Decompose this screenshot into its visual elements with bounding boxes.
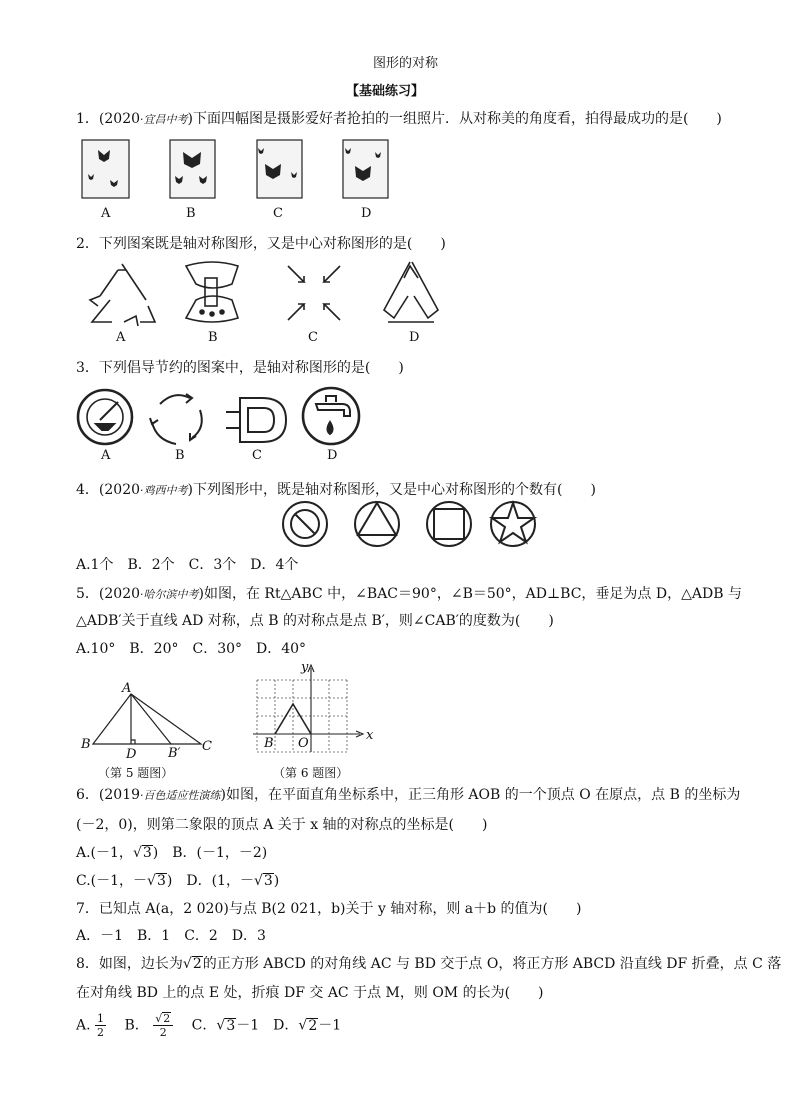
question-3: 3．下列倡导节约的图案中，是轴对称图形的是( ) — [76, 360, 404, 376]
q7-options: A．－1 B．1 C．2 D．3 — [76, 928, 266, 944]
q8-options: A. $\frac{1}{2}$ B． $\frac{√2}{2}$ C．√3－1 D．√2－1 — [76, 1012, 342, 1040]
q2-label-c: C — [308, 330, 318, 345]
q5-fig-label-d: D — [126, 747, 137, 762]
question-6-line-1: 6．(2019·百色适应性演练)如图，在平面直角坐标系中，正三角形 AOB 的一个顶点 O 在原点，点 B 的坐标为 — [76, 787, 741, 803]
q5-caption: （第 5 题图） — [98, 766, 174, 780]
q6-fig-label-x: x — [366, 728, 374, 743]
q1-label-c: C — [273, 206, 283, 221]
q6-fig-label-y: y — [301, 660, 309, 675]
question-1: 1．(2020·宜昌中考)下面四幅图是摄影爱好者抢拍的一组照片．从对称美的角度看，拍得最成功的是( ) — [76, 111, 722, 127]
q3-label-d: D — [327, 448, 338, 463]
q5-fig-label-a: A — [122, 681, 132, 696]
q1-label-a: A — [101, 206, 111, 221]
q6-fig-label-o: O — [298, 736, 309, 751]
question-4: 4．(2020·鸡西中考)下列图形中，既是轴对称图形，又是中心对称图形的个数有( ) — [76, 482, 596, 498]
q1-label-d: D — [361, 206, 372, 221]
q2-label-d: D — [409, 330, 420, 345]
q6-options-1: A.(－1，√3) B．(－1，－2) — [76, 845, 268, 861]
q3-label-a: A — [101, 448, 111, 463]
q6-options-2: C.(－1，－√3) D．(1，－√3) — [76, 873, 280, 889]
section-title: 【基础练习】 — [346, 84, 425, 99]
q1-label-b: B — [186, 206, 196, 221]
question-2: 2．下列图案既是轴对称图形，又是中心对称图形的是( ) — [76, 236, 446, 252]
q3-label-c: C — [252, 448, 262, 463]
page-title: 图形的对称 — [373, 56, 439, 71]
q2-label-b: B — [208, 330, 218, 345]
q5-fig-label-c: C — [202, 739, 212, 754]
question-6-line-2: (－2，0)，则第二象限的顶点 A 关于 x 轴的对称点的坐标是( ) — [76, 817, 488, 833]
q5-fig-label-bprime: B′ — [168, 746, 181, 761]
q4-options: A.1个 B．2个 C．3个 D．4个 — [76, 557, 299, 573]
q2-label-a: A — [116, 330, 126, 345]
question-5-line-1: 5．(2020·哈尔滨中考)如图，在 Rt△ABC 中，∠BAC＝90°，∠B＝50°，AD⊥BC，垂足为点 D，△ADB 与 — [76, 586, 742, 602]
q5-options: A.10° B．20° C．30° D．40° — [76, 641, 307, 657]
question-5-line-2: △ADB′关于直线 AD 对称，点 B 的对称点是点 B′，则∠CAB′的度数为( ) — [76, 613, 554, 629]
question-7: 7．已知点 A(a，2 020)与点 B(2 021，b)关于 y 轴对称，则 a＋b 的值为( ) — [76, 901, 582, 917]
question-8-line-1: 8．如图，边长为√2的正方形 ABCD 的对角线 AC 与 BD 交于点 O，将正方形 ABCD 沿直线 DF 折叠，点 C 落 — [76, 956, 782, 972]
q6-fig-label-b: B — [264, 736, 274, 751]
q6-caption: （第 6 题图） — [273, 766, 349, 780]
question-8-line-2: 在对角线 BD 上的点 E 处，折痕 DF 交 AC 于点 M，则 OM 的长为( ) — [76, 985, 544, 1001]
q3-label-b: B — [175, 448, 185, 463]
q5-fig-label-b: B — [81, 737, 91, 752]
